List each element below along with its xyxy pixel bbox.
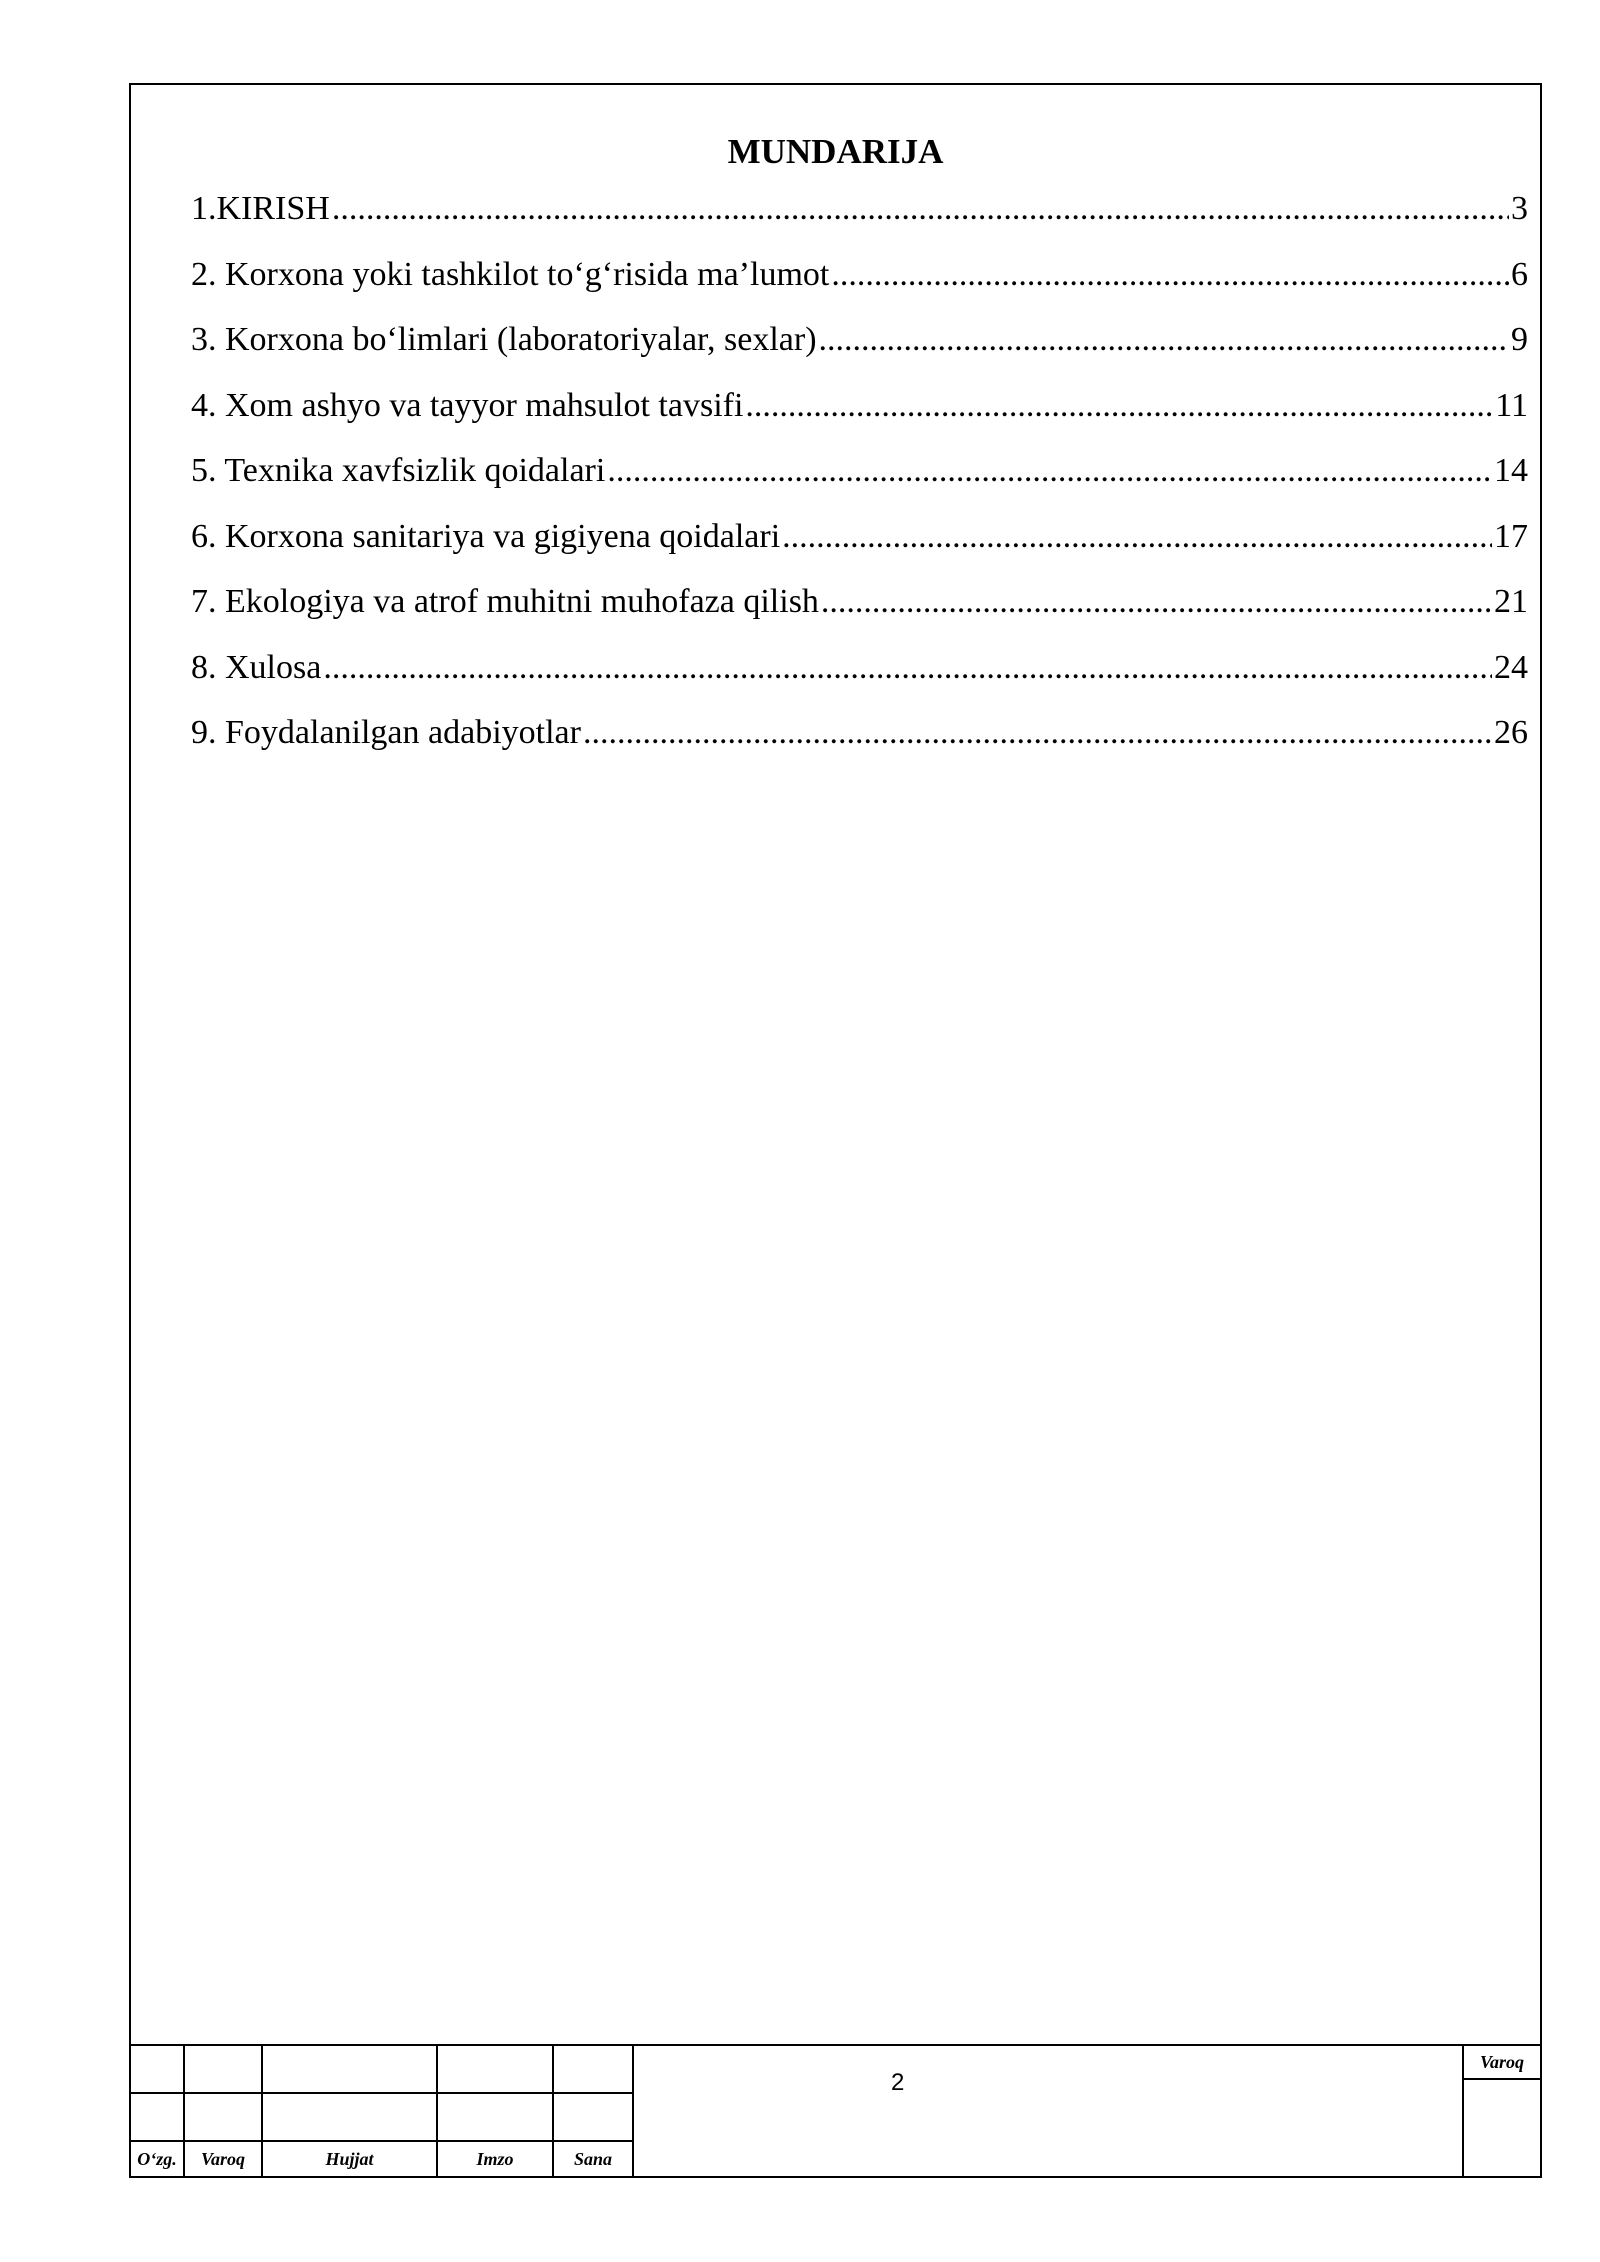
stamp-row-divider [131, 2092, 634, 2094]
toc-entry-5 [191, 449, 1528, 515]
title-block-stamp [131, 2044, 1540, 2176]
toc-entry-page: 3 [1511, 190, 1528, 227]
toc-entry-page: 21 [1494, 583, 1528, 620]
toc-entry-page: 17 [1494, 517, 1528, 555]
stamp-col-sana: Sana [573, 2149, 613, 2169]
stamp-col-ozg: O‘zg. [137, 2149, 177, 2169]
toc-entry-page: 9 [1511, 321, 1528, 358]
toc-entry-label: 1.KIRISH [191, 190, 330, 227]
toc-leader-dots [782, 515, 1492, 559]
stamp-col-varoq: Varoq [200, 2149, 245, 2169]
page-frame [129, 83, 1542, 2178]
toc-leader-dots [323, 646, 1492, 690]
sheet-label: Varoq [1464, 2046, 1540, 2080]
toc-leader-dots [583, 711, 1492, 755]
stamp-col-hujjat: Hujjat [325, 2149, 374, 2169]
toc-entry-label: 8. Xulosa [191, 648, 322, 686]
toc-entry-label: 3. Korxona bo‘limlari (laboratoriyalar, sexlar) [191, 321, 817, 358]
toc-leader-dots [821, 580, 1492, 624]
toc-entry-page: 11 [1495, 386, 1528, 424]
toc-entry-label: 2. Korxona yoki tashkilot to‘g‘risida ma’lumot [191, 255, 830, 293]
toc-entry-page: 6 [1511, 255, 1528, 293]
toc-entry-page: 14 [1494, 452, 1528, 489]
stamp-col-imzo: Imzo [476, 2149, 514, 2169]
toc-leader-dots [332, 187, 1509, 231]
sheet-number-box [1462, 2046, 1540, 2176]
toc-entry-label: 9. Foydalanilgan adabiyotlar [191, 714, 581, 751]
toc-entry-label: 7. Ekologiya va atrof muhitni muhofaza qilish [191, 583, 819, 620]
toc-leader-dots [607, 449, 1492, 493]
page-number: 2 [891, 2069, 905, 2096]
toc-entry-label: 5. Texnika xavfsizlik qoidalari [191, 452, 606, 489]
stamp-grid [131, 2046, 634, 2176]
page-title: MUNDARIJA [727, 132, 944, 171]
toc-entry-9 [191, 711, 1528, 777]
toc-entry-label: 6. Korxona sanitariya va gigiyena qoidalari [191, 517, 781, 555]
toc-entry-6 [191, 515, 1528, 581]
toc-entry-3 [191, 318, 1528, 384]
toc-entry-2 [191, 253, 1528, 319]
toc-entry-1 [191, 187, 1528, 253]
toc-entry-4 [191, 384, 1528, 450]
stamp-row-divider [131, 2140, 634, 2142]
toc-entry-page: 26 [1494, 714, 1528, 751]
toc-leader-dots [819, 318, 1509, 362]
toc-entry-8 [191, 646, 1528, 712]
toc-leader-dots [745, 384, 1493, 428]
toc-leader-dots [831, 253, 1509, 297]
table-of-contents [191, 187, 1528, 777]
toc-entry-label: 4. Xom ashyo va tayyor mahsulot tavsifi [191, 386, 744, 424]
toc-entry-7 [191, 580, 1528, 646]
toc-entry-page: 24 [1494, 648, 1528, 686]
